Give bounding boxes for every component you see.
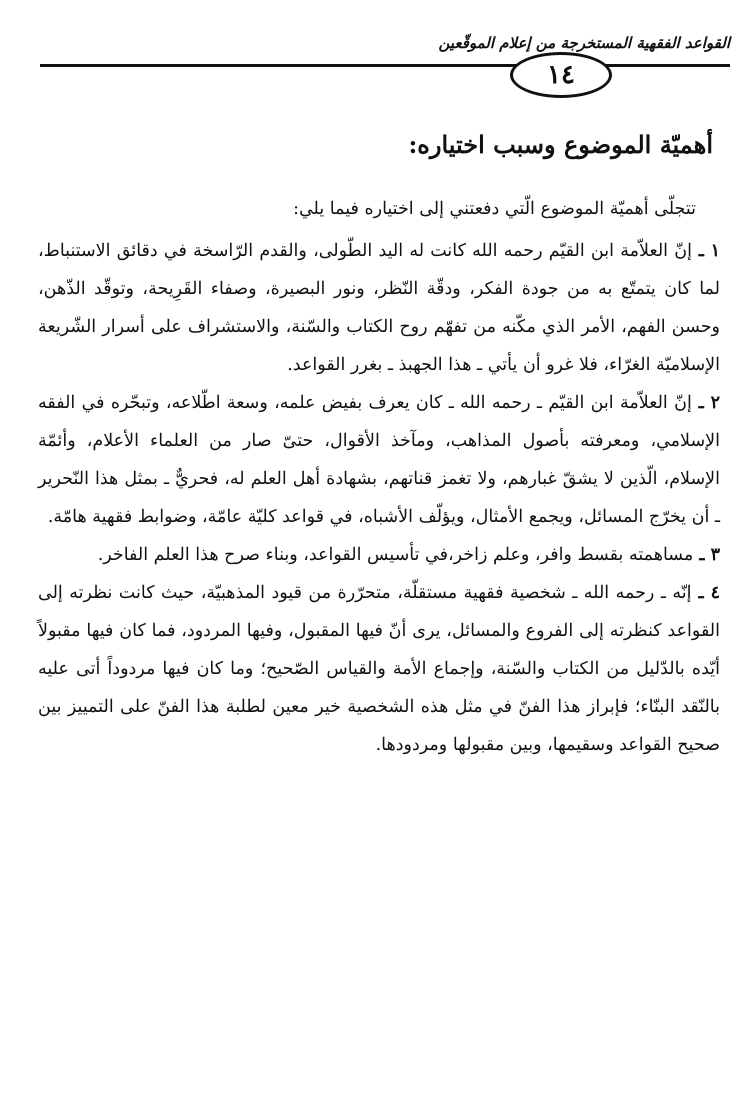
header-rule bbox=[40, 64, 730, 67]
point-text: مساهمته بقسط وافر، وعلم زاخر،في تأسيس القواعد، وبناء صرح هذا العلم الفاخر. bbox=[97, 545, 694, 565]
point-number: ٢ bbox=[710, 393, 721, 413]
point-number: ١ bbox=[710, 241, 720, 261]
point-separator: ـ bbox=[693, 545, 711, 565]
section-heading: أهميّة الموضوع وسبب اختياره: bbox=[408, 130, 713, 159]
point-paragraph bbox=[38, 384, 720, 536]
body-text bbox=[38, 190, 720, 764]
page-header bbox=[40, 28, 730, 68]
point-number: ٣ bbox=[710, 545, 720, 565]
running-title: القواعد الفقهية المستخرجة من إعلام الموقّعين bbox=[438, 34, 730, 52]
page-number: ١٤ bbox=[510, 52, 612, 98]
point-text: إنّ العلاّمة ابن القيّم ـ رحمه الله ـ كان يعرف بفيض علمه، وسعة اطّلاعه، وتبحّره في الفقه الإسلامي، ومعرفته بأصول المذاهب، ومآخذ الأقوال، حتىّ صار من العلماء الأعلام، وأئمّة الإسلام، الّذين لا يشقّ غبارهم، ولا تغمز قناتهم، بشهادة أهل العلم له، فحريٌّ ـ بمثل هذا النّحرير ـ أن يخرّج المسائل، ويجمع الأمثال، ويؤلّف الأشباه، في قواعد كليّة عامّة، وضوابط فقهية هامّة. bbox=[38, 393, 720, 527]
point-text: إنّه ـ رحمه الله ـ شخصية فقهية مستقلّة، متحرّرة من قيود المذهبيّة، حيث كانت نظرته إلى القواعد كنظرته إلى الفروع والمسائل، يرى أنّ فيها المقبول، وفيها المردود، فما كان فيها مقبولاً أيّده بالدّليل من الكتاب والسّنة، وإجماع الأمة والقياس الصّحيح؛ وما كان فيها مردوداً أتى عليه بالنّقد البنّاء؛ فإبراز هذا الفنّ في مثل هذه الشخصية خير معين لطلبة هذا الفنّ على التمييز بين صحيح القواعد وسقيمها، وبين مقبولها ومردودها. bbox=[38, 583, 720, 755]
point-paragraph bbox=[38, 574, 720, 764]
point-paragraph bbox=[38, 232, 720, 384]
point-paragraph bbox=[38, 536, 720, 574]
point-separator: ـ bbox=[691, 393, 711, 413]
point-separator: ـ bbox=[691, 583, 711, 603]
point-text: إنّ العلاّمة ابن القيّم رحمه الله كانت له اليد الطّولى، والقدم الرّاسخة في دقائق الاستنباط، لما كان يتمتّع به من جودة الفكر، ودقّة النّظر، ونور البصيرة، وصفاء القَرِيحة، وتوقّد الذّهن، وحسن الفهم، الأمر الذي مكّنه من تفهّم روح الكتاب والسّنة، والاستشراف على أسرار الشّريعة الإسلاميّة الغرّاء، فلا غرو أن يأتي ـ هذا الجهبذ ـ بغرر القواعد. bbox=[38, 241, 720, 375]
intro-paragraph: تتجلّى أهميّة الموضوع الّتي دفعتني إلى اختياره فيما يلي: bbox=[293, 199, 696, 219]
point-separator: ـ bbox=[691, 241, 711, 261]
point-number: ٤ bbox=[710, 583, 720, 603]
